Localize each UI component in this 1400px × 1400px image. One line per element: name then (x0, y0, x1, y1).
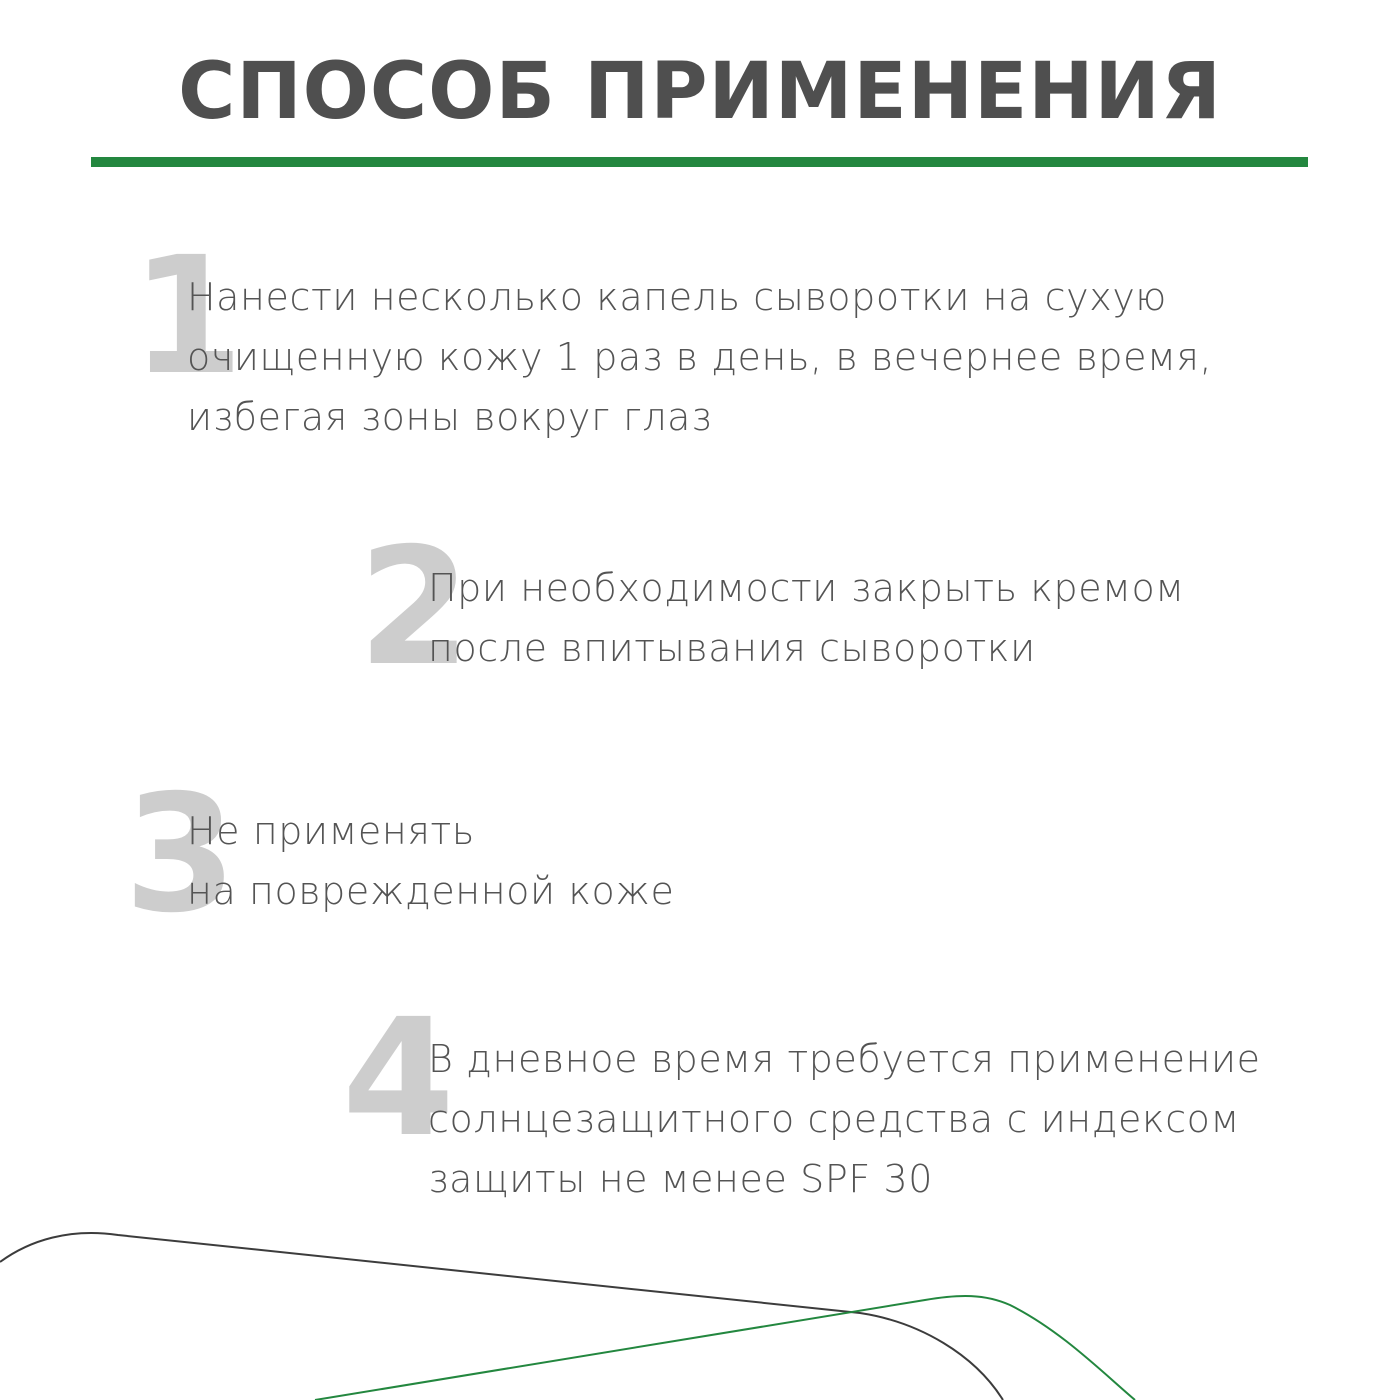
step-number: 3 (124, 761, 237, 949)
step-number: 1 (131, 223, 244, 411)
step-text-line: солнцезащитного средства с индексом (428, 1097, 1240, 1141)
step-number: 2 (358, 514, 471, 702)
step-text-line: после впитывания сыворотки (428, 626, 1036, 670)
step-text-line: При необходимости закрыть кремом (428, 566, 1185, 610)
step-text-line: избегая зоны вокруг глаз (187, 395, 713, 439)
step-text (428, 1029, 1261, 1209)
step-text (187, 267, 1212, 447)
step-text-line: Нанести несколько капель сыворотки на сухую (187, 275, 1167, 319)
decor-green-curve (315, 1296, 1135, 1400)
decor-dark-curve (0, 1233, 1003, 1400)
step-text-line: защиты не менее SPF 30 (428, 1157, 934, 1201)
step-text-line: В дневное время требуется применение (428, 1037, 1261, 1081)
step-text-line: Не применять (187, 809, 475, 853)
step-number: 4 (342, 985, 455, 1173)
step-text (187, 801, 674, 921)
page-title: СПОСОБ ПРИМЕНЕНИЯ (178, 47, 1222, 137)
step-text (428, 558, 1185, 678)
step-text-line: очищенную кожу 1 раз в день, в вечернее время, (187, 335, 1213, 379)
title-underline-divider (91, 157, 1308, 167)
step-text-line: на поврежденной коже (187, 869, 675, 913)
